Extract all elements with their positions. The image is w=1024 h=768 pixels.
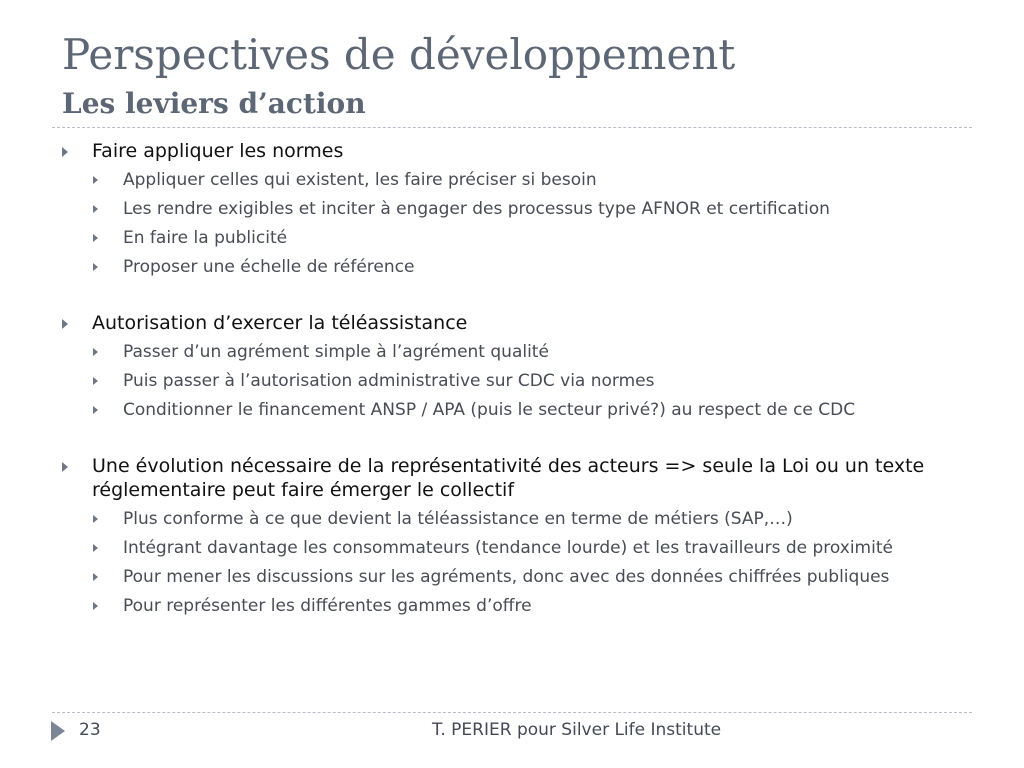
sub-bullet [62, 224, 962, 253]
sub-bullet-text: Appliquer celles qui existent, les faire préciser si besoin [123, 170, 597, 190]
sub-bullet [62, 338, 962, 367]
sub-bullet [62, 166, 962, 195]
triangle-bullet-icon [93, 573, 98, 581]
sub-bullet-text: Proposer une échelle de référence [123, 257, 415, 277]
sub-bullet [62, 396, 962, 425]
bullet-heading [62, 311, 962, 335]
sub-bullet-text: Les rendre exigibles et inciter à engager des processus type AFNOR et certification [123, 199, 830, 219]
sub-bullet-list [62, 505, 962, 621]
bullet-group [62, 311, 962, 425]
sub-bullet-text: Passer d’un agrément simple à l’agrément qualité [123, 342, 549, 362]
sub-bullet [62, 367, 962, 396]
page-number: 23 [79, 720, 101, 740]
sub-bullet-text: Pour mener les discussions sur les agréments, donc avec des données chiffrées publiques [123, 567, 890, 587]
footer-text: T. PERIER pour Silver Life Institute [432, 720, 722, 740]
bullet-heading-text: Une évolution nécessaire de la représentativité des acteurs => seule la Loi ou un texte réglementaire peut faire émerger le collectif [92, 455, 925, 501]
triangle-bullet-icon [93, 406, 98, 414]
triangle-bullet-icon [93, 377, 98, 385]
triangle-bullet-icon [62, 319, 68, 329]
bullet-heading-text: Faire appliquer les normes [92, 140, 344, 162]
triangle-bullet-icon [62, 147, 68, 157]
sub-bullet-text: Intégrant davantage les consommateurs (tendance lourde) et les travailleurs de proximité [123, 538, 893, 558]
sub-bullet [62, 253, 962, 282]
triangle-bullet-icon [93, 234, 98, 242]
title-divider [52, 127, 972, 128]
triangle-bullet-icon [93, 348, 98, 356]
sub-bullet-text: Plus conforme à ce que devient la téléassistance en terme de métiers (SAP,…) [123, 509, 793, 529]
bullet-heading [62, 454, 962, 502]
slide-subtitle: Les leviers d’action [62, 87, 366, 120]
sub-bullet-text: En faire la publicité [123, 228, 288, 248]
slide-content [62, 139, 962, 621]
sub-bullet [62, 505, 962, 534]
footer-divider [52, 712, 972, 713]
slide-title: Perspectives de développement [62, 30, 736, 79]
sub-bullet-list [62, 166, 962, 282]
bullet-heading [62, 139, 962, 163]
triangle-bullet-icon [93, 544, 98, 552]
sub-bullet [62, 534, 962, 563]
sub-bullet [62, 592, 962, 621]
sub-bullet [62, 195, 962, 224]
triangle-bullet-icon [93, 263, 98, 271]
triangle-bullet-icon [93, 515, 98, 523]
triangle-bullet-icon [93, 602, 98, 610]
triangle-bullet-icon [62, 462, 68, 472]
bullet-heading-text: Autorisation d’exercer la téléassistance [92, 312, 468, 334]
sub-bullet-text: Pour représenter les différentes gammes d’offre [123, 596, 532, 616]
sub-bullet-text: Puis passer à l’autorisation administrative sur CDC via normes [123, 371, 655, 391]
sub-bullet [62, 563, 962, 592]
footer-arrow-icon [51, 721, 65, 741]
sub-bullet-list [62, 338, 962, 425]
triangle-bullet-icon [93, 205, 98, 213]
bullet-group [62, 139, 962, 282]
triangle-bullet-icon [93, 176, 98, 184]
sub-bullet-text: Conditionner le financement ANSP / APA (puis le secteur privé?) au respect de ce CDC [123, 400, 856, 420]
bullet-group [62, 454, 962, 621]
